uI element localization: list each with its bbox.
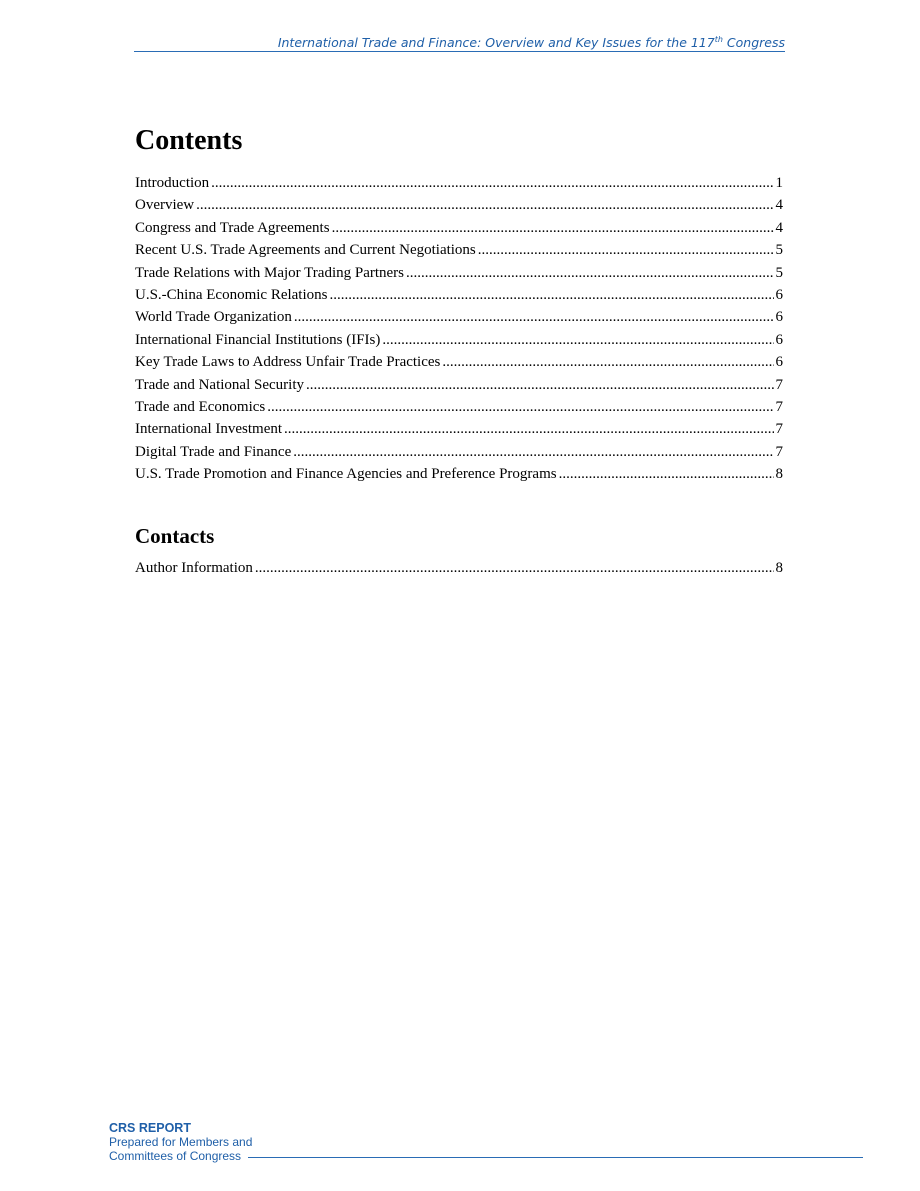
running-title: International Trade and Finance: Overview and Key Issues for the 117 [277,35,715,51]
toc-entry-label[interactable]: U.S. Trade Promotion and Finance Agencies and Preference Programs [135,466,557,483]
contacts-entry[interactable] [135,557,783,579]
toc-leader-dots [294,306,774,328]
toc-leader-dots [211,172,773,194]
toc-entry-label[interactable]: Congress and Trade Agreements [135,219,330,236]
toc-entry-page[interactable]: 4 [775,197,783,214]
toc-entry-label[interactable]: World Trade Organization [135,309,292,326]
toc-entry[interactable] [135,306,783,328]
toc-entry-page[interactable]: 4 [775,219,783,236]
toc-entry[interactable] [135,284,783,306]
toc-entry-label[interactable]: Recent U.S. Trade Agreements and Current Negotiations [135,242,476,259]
toc-entry-page[interactable]: 6 [775,354,783,371]
toc-leader-dots [284,418,773,440]
toc-entry-page[interactable]: 1 [775,175,783,191]
toc-leader-dots [293,441,773,463]
toc-entry-label[interactable]: Trade Relations with Major Trading Partners [135,264,405,281]
running-header [134,32,785,52]
toc-entry-label[interactable]: Trade and National Security [135,376,304,393]
toc-entry-label[interactable]: International Investment [135,421,283,438]
crs-footer [109,1121,252,1163]
toc-leader-dots [196,194,773,216]
toc-leader-dots [267,396,773,418]
contacts-entry-page[interactable]: 8 [775,560,783,576]
toc-entry-page[interactable]: 6 [775,331,783,348]
toc-entry-label[interactable]: Trade and Economics [135,398,266,415]
toc-entry-page[interactable]: 7 [775,376,783,393]
contents-heading: Contents [135,125,243,156]
toc-entry-page[interactable]: 5 [775,242,783,259]
contacts-entry-label[interactable]: Author Information [135,560,253,576]
toc-entry[interactable] [135,239,783,261]
running-title-end: Congress [722,35,785,51]
toc-entry-page[interactable]: 6 [775,309,783,326]
footer-line-1: Prepared for Members and [109,1135,253,1149]
contacts-list [135,557,783,579]
footer-line-2: Committees of Congress [109,1149,242,1163]
footer-rule [248,1157,863,1158]
contents-list [135,172,783,485]
toc-entry[interactable] [135,262,783,284]
toc-entry[interactable] [135,351,783,373]
contacts-heading: Contacts [135,524,215,548]
toc-entry-page[interactable]: 7 [775,421,783,438]
toc-entry[interactable] [135,217,783,239]
toc-leader-dots [442,351,773,373]
toc-entry[interactable] [135,418,783,440]
toc-leader-dots [382,329,773,351]
toc-entry[interactable] [135,441,783,463]
toc-entry-page[interactable]: 8 [775,466,783,483]
toc-entry-page[interactable]: 7 [775,398,783,415]
toc-leader-dots [559,463,774,485]
toc-leader-dots [329,284,773,306]
toc-leader-dots [332,217,774,239]
toc-entry-page[interactable]: 6 [775,286,783,303]
toc-entry[interactable] [135,374,783,396]
toc-entry-label[interactable]: U.S.-China Economic Relations [135,286,328,303]
toc-leader-dots [306,374,774,396]
toc-leader-dots [478,239,774,261]
toc-entry[interactable] [135,329,783,351]
crs-report-brand: CRS REPORT [109,1121,191,1135]
toc-entry-page[interactable]: 5 [775,264,783,281]
toc-leader-dots [255,557,774,579]
toc-entry-label[interactable]: Introduction [135,175,210,191]
running-title-superscript: th [714,35,723,44]
toc-entry[interactable] [135,396,783,418]
toc-entry-label[interactable]: Overview [135,197,195,214]
toc-entry[interactable] [135,194,783,216]
toc-leader-dots [406,262,773,284]
toc-entry[interactable] [135,463,783,485]
toc-entry-page[interactable]: 7 [775,443,783,460]
toc-entry-label[interactable]: Key Trade Laws to Address Unfair Trade Practices [135,354,441,371]
toc-entry-label[interactable]: Digital Trade and Finance [135,443,292,460]
toc-entry-label[interactable]: International Financial Institutions (IFIs) [135,331,381,348]
toc-entry[interactable] [135,172,783,194]
